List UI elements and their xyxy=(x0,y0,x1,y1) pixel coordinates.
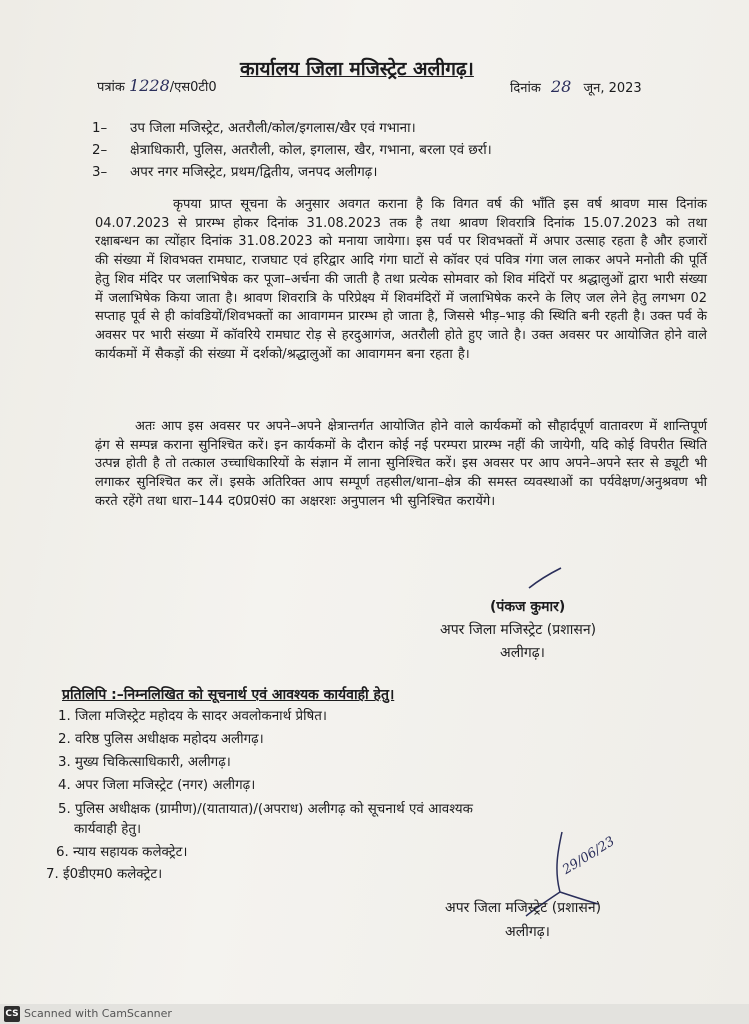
scanner-text: Scanned with CamScanner xyxy=(24,1007,172,1020)
copy-item-5: 5. पुलिस अधीक्षक (ग्रामीण)/(यातायात)/(अपराध) अलीगढ़ को सूचनार्थ एवं आवश्यक xyxy=(58,802,473,817)
signature-stroke xyxy=(525,566,565,592)
date-day: 28 xyxy=(550,77,572,96)
signatory-designation: अपर जिला मजिस्ट्रेट (प्रशासन) xyxy=(440,622,597,638)
body-paragraph-2: अतः आप इस अवसर पर अपने–अपने क्षेत्रान्तर्गत आयोजित होने वाले कार्यकमों को सौहार्दपूर्ण वातावरण में शान्तिपूर्ण ढ़ंग से सम्पन्न कराना सुनिश्चित करें। इन कार्यकमों के दौरान कोई नई परम्परा प्रारम्भ नहीं की जायेगी, यदि कोई विपरीत स्थिति उत्पन्न होती है तो तत्काल उच्चाधिकारियों के संज्ञान में लाना सुनिश्चित करें। इस अवसर पर आप अपने–अपने स्तर से ड्यूटी भी लगाकर सुनिश्चित कर लें। इसके अतिरिक्त आप सम्पूर्ण तहसील/थाना–क्षेत्र की समस्त व्यवस्थाओं का पर्यवेक्षण/अनुश्रवण भी करते रहेंगे तथा धारा–144 द0प्र0सं0 का अक्षरशः अनुपालन भी सुनिश्चित करायेंगे। xyxy=(95,419,707,509)
copy-item-2: 2. वरिष्ठ पुलिस अधीक्षक महोदय अलीगढ़। xyxy=(58,732,264,747)
copy-item-1: 1. जिला मजिस्ट्रेट महोदय के सादर अवलोकनार्थ प्रेषित। xyxy=(58,709,327,724)
addressee-number: 2– xyxy=(92,143,108,158)
addressee-text: क्षेत्राधिकारी, पुलिस, अतरौली, कोल, इगलास, खैर, गभाना, बरला एवं छर्रा। xyxy=(130,143,492,158)
ref-label: पत्रांक xyxy=(97,80,125,95)
footer-designation: अपर जिला मजिस्ट्रेट (प्रशासन) xyxy=(445,900,602,916)
addressee-number: 1– xyxy=(92,121,108,136)
copy-item-3: 3. मुख्य चिकित्साधिकारी, अलीगढ़। xyxy=(58,755,231,770)
signatory-place: अलीगढ़। xyxy=(500,645,545,661)
body-paragraph-1: कृपया प्राप्त सूचना के अनुसार अवगत कराना है कि विगत वर्ष की भाँति इस वर्ष श्रावण मास दिनांक 04.07.2023 से प्रारम्भ होकर दिनांक 31.08.2023 तक है तथा श्रावण शिवरात्रि दिनांक 15.07.2023 को तथा रक्षाबन्धन का त्योंहार दिनांक 31.08.2023 को मनाया जायेगा। इस पर्व पर शिवभक्तों में अपार उत्साह रहता है और हजारों की संख्या में शिवभक्त रामघाट, राजघाट एवं हरिद्वार आदि गंगा घाटों से कॉवर एवं पवित्र गंगा जल लाकर अपने मनोती की पूर्ति हेतु शिव मंदिर पर जलाभिषेक कर पूजा–अर्चना की जाती है तथा प्रत्येक सोमवार को शिव मंदिरों पर श्रद्धालुओं द्वारा भारी संख्या में जलाभिषेक किया जाता है। श्रावण शिवरात्रि के परिप्रेक्ष्य में शिवमंदिरों में जलाभिषेक करने के लिए जल लेने हेतु लगभग 02 सप्ताह पूर्व से ही कांवडियों/शिवभक्तों का आवागमन प्रारम्भ हो जाता है, जिससे भीड़–भाड़ की स्थिति बनी रहती है। उक्त पर्व के अवसर पर भारी संख्या में कॉवरिये रामघाट रोड़ से हरदुआगंज, अतरौली होते हुए जाते है। उक्त अवसर पर आयोजित होने वाले कार्यकमों में सैकड़ों की संख्या में दर्शको/श्रद्धालुओं का आवागमन बना रहता है। xyxy=(95,197,707,362)
footer-place: अलीगढ़। xyxy=(505,924,550,940)
date-label: दिनांक xyxy=(510,81,541,96)
camscanner-icon: CS xyxy=(4,1006,20,1022)
addressee-text: उप जिला मजिस्ट्रेट, अतरौली/कोल/इगलास/खैर एवं गभाना। xyxy=(130,121,416,136)
addressee-3 xyxy=(92,162,377,180)
copy-item-7: 7. ई0डीएम0 कलेक्ट्रेट। xyxy=(46,867,163,882)
addressee-1 xyxy=(92,118,416,136)
copy-item-6: 6. न्याय सहायक कलेक्ट्रेट। xyxy=(56,845,188,860)
date-month-year: जून, 2023 xyxy=(583,81,642,96)
copy-to-heading: प्रतिलिपि :–निम्नलिखित को सूचनार्थ एवं आवश्यक कार्यवाही हेतु। xyxy=(62,687,395,703)
signatory-name: (पंकज कुमार) xyxy=(490,599,566,615)
reference-line xyxy=(97,76,217,95)
handwritten-date: 29/06/23 xyxy=(560,834,618,878)
copy-item-4: 4. अपर जिला मजिस्ट्रेट (नगर) अलीगढ़। xyxy=(58,778,256,793)
date-line xyxy=(510,77,642,96)
scanner-watermark-bar xyxy=(0,1004,749,1024)
ref-number: 1228 xyxy=(129,76,170,95)
addressee-number: 3– xyxy=(92,165,108,180)
copy-item-5-cont: कार्यवाही हेतु। xyxy=(74,822,142,837)
office-title: कार्यालय जिला मजिस्ट्रेट अलीगढ़। xyxy=(240,58,474,80)
addressee-text: अपर नगर मजिस्ट्रेट, प्रथम/द्वितीय, जनपद अलीगढ़। xyxy=(130,165,378,180)
ref-suffix: /एस0टी0 xyxy=(169,80,217,95)
addressee-2 xyxy=(92,140,492,158)
